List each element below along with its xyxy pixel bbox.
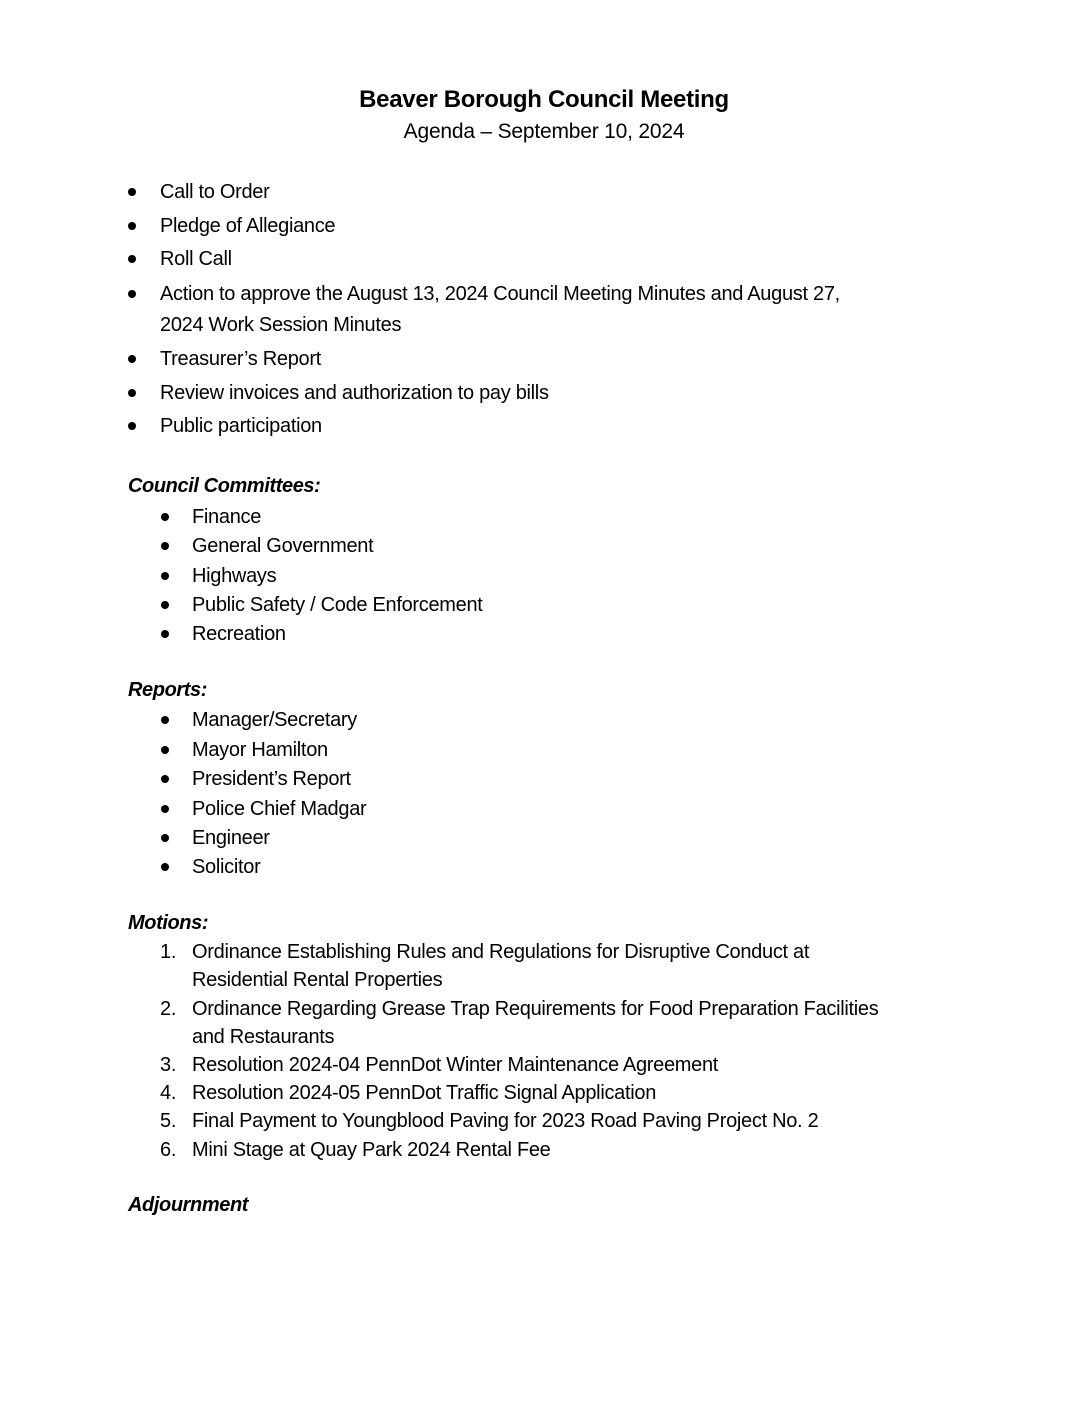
bullet-icon (128, 255, 136, 263)
item-text-continued: 2024 Work Session Minutes (160, 314, 402, 336)
document-title: Beaver Borough Council Meeting (359, 86, 729, 113)
bullet-icon (161, 630, 169, 638)
item-text: Recreation (192, 623, 286, 645)
item-number: 5. (160, 1110, 177, 1132)
bullet-icon (128, 290, 136, 298)
item-number: 1. (160, 941, 177, 963)
bullet-icon (128, 222, 136, 230)
section-heading-reports: Reports: (128, 679, 208, 701)
item-text: Ordinance Regarding Grease Trap Requirements for Food Preparation Facilities (192, 998, 879, 1020)
item-text: Public participation (160, 415, 322, 437)
item-text: Mayor Hamilton (192, 739, 328, 761)
bullet-icon (161, 775, 169, 783)
document-subtitle: Agenda – September 10, 2024 (403, 120, 685, 143)
item-text: General Government (192, 535, 374, 557)
bullet-icon (128, 389, 136, 397)
item-text: Mini Stage at Quay Park 2024 Rental Fee (192, 1139, 551, 1161)
item-number: 4. (160, 1082, 177, 1104)
bullet-icon (161, 834, 169, 842)
item-text: Roll Call (160, 248, 232, 270)
bullet-icon (161, 513, 169, 521)
bullet-icon (161, 542, 169, 550)
bullet-icon (128, 188, 136, 196)
bullet-icon (161, 601, 169, 609)
bullet-icon (161, 863, 169, 871)
item-text: Engineer (192, 827, 270, 849)
item-number: 3. (160, 1054, 177, 1076)
item-text: Manager/Secretary (192, 709, 357, 731)
bullet-icon (161, 746, 169, 754)
item-text: Review invoices and authorization to pay bills (160, 382, 549, 404)
bullet-icon (161, 572, 169, 580)
item-text: Call to Order (160, 181, 270, 203)
item-text: Treasurer’s Report (160, 348, 321, 370)
item-text: Resolution 2024-04 PennDot Winter Maintenance Agreement (192, 1054, 719, 1076)
item-text: President’s Report (192, 768, 351, 790)
item-number: 2. (160, 998, 177, 1020)
item-text: Police Chief Madgar (192, 798, 367, 820)
section-heading-motions: Motions: (128, 912, 209, 934)
bullet-icon (128, 422, 136, 430)
item-text: Action to approve the August 13, 2024 Council Meeting Minutes and August 27, (160, 283, 840, 305)
item-text: Ordinance Establishing Rules and Regulations for Disruptive Conduct at (192, 941, 810, 963)
bullet-icon (161, 716, 169, 724)
item-text: Highways (192, 565, 277, 587)
item-text: Final Payment to Youngblood Paving for 2023 Road Paving Project No. 2 (192, 1110, 819, 1132)
bullet-icon (128, 355, 136, 363)
item-text: Finance (192, 506, 262, 528)
item-text: Solicitor (192, 856, 261, 878)
section-heading-adjournment: Adjournment (128, 1194, 249, 1216)
item-text-continued: Residential Rental Properties (192, 969, 443, 991)
item-text: Public Safety / Code Enforcement (192, 594, 483, 616)
item-text: Pledge of Allegiance (160, 215, 336, 237)
bullet-icon (161, 805, 169, 813)
section-heading-council-committees: Council Committees: (128, 475, 321, 497)
item-text: Resolution 2024-05 PennDot Traffic Signal Application (192, 1082, 657, 1104)
item-number: 6. (160, 1139, 177, 1161)
item-text-continued: and Restaurants (192, 1026, 335, 1048)
